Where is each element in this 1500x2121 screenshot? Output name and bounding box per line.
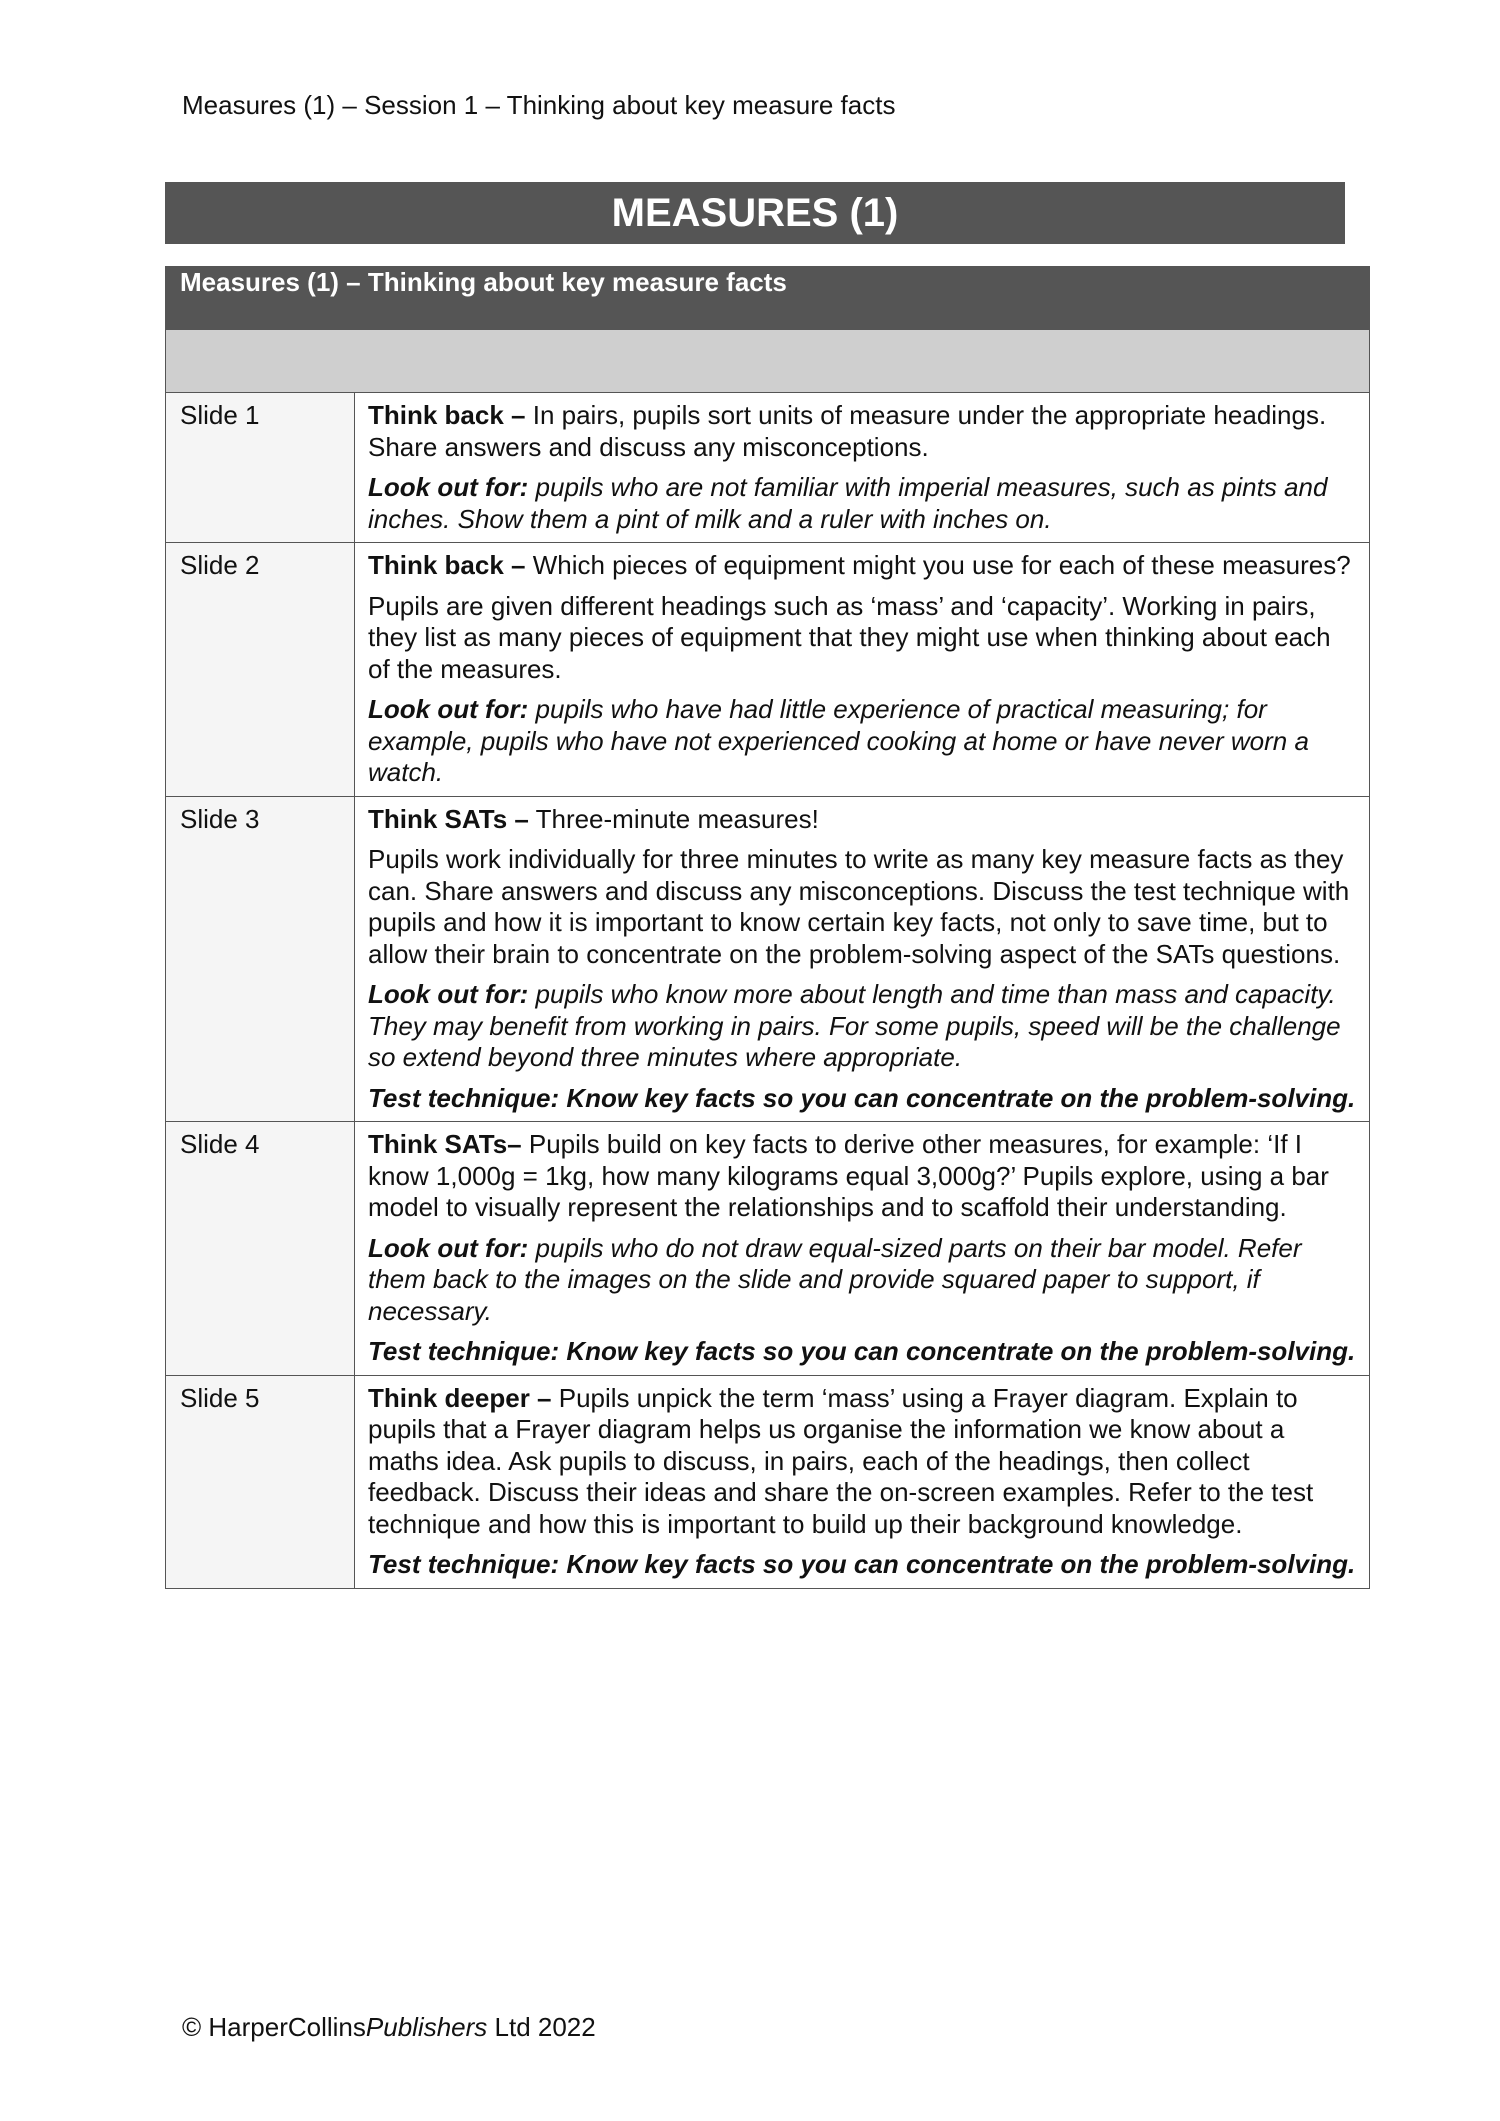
slide-label: Slide 2 bbox=[166, 543, 355, 797]
look-out-label: Look out for: bbox=[368, 694, 529, 724]
activity-text: Pupils unpick the term ‘mass’ using a Frayer diagram. Explain to pupils that a Frayer diagram helps us organise the information we know about a maths idea. Ask pupils to discuss, in pairs, each of the headings, then collect feedback. Discuss their ideas and share the on-screen examples. Refer to the test technique and how this is important to build up their background knowledge. bbox=[368, 1382, 1314, 1539]
table-row bbox=[166, 1375, 1370, 1588]
table-row bbox=[166, 796, 1370, 1122]
slide-notes bbox=[355, 1122, 1370, 1376]
table-title-row bbox=[166, 267, 1370, 330]
publishers-text: Publishers bbox=[365, 2012, 488, 2042]
activity-heading: Think back – bbox=[368, 400, 526, 430]
activity-text: Which pieces of equipment might you use for each of these measures? bbox=[525, 550, 1351, 580]
look-out-text: pupils who do not draw equal-sized parts on their bar model. Refer them back to the images on the slide and provide squared paper to support, if necessary. bbox=[368, 1232, 1302, 1326]
table-title: Measures (1) – Thinking about key measure facts bbox=[166, 267, 1370, 330]
description-paragraph: Pupils work individually for three minutes to write as many key measure facts as they can. Share answers and discuss any misconceptions. Discuss the test technique with pupils and how it is important to know certain key facts, not only to save time, but to allow their brain to concentrate on the problem-solving aspect of the SATs questions. bbox=[368, 844, 1350, 969]
activity-paragraph bbox=[368, 400, 1356, 463]
test-technique: Test technique: Know key facts so you can concentrate on the problem-solving. bbox=[368, 1549, 1356, 1579]
section-banner: MEASURES (1) bbox=[165, 182, 1345, 244]
activity-text: Pupils build on key facts to derive other measures, for example: ‘If I know 1,000g = 1kg, how many kilograms equal 3,000g?’ Pupils explore, using a bar model to visually represent the relationships and to scaffold their understanding. bbox=[368, 1129, 1329, 1222]
activity-heading: Think SATs – bbox=[368, 803, 529, 834]
slide-label: Slide 3 bbox=[166, 796, 355, 1122]
slide-notes bbox=[355, 393, 1370, 543]
test-technique: Test technique: Know key facts so you can concentrate on the problem-solving. bbox=[368, 1336, 1356, 1366]
copyright-footer bbox=[182, 2012, 596, 2043]
look-out-paragraph bbox=[368, 694, 1356, 789]
activity-text: Three-minute measures! bbox=[528, 803, 819, 834]
look-out-paragraph bbox=[368, 1233, 1356, 1328]
table-spacer-row bbox=[166, 330, 1370, 393]
slide-label: Slide 4 bbox=[166, 1122, 355, 1376]
look-out-label: Look out for: bbox=[368, 979, 529, 1009]
look-out-paragraph bbox=[368, 979, 1356, 1074]
slide-notes bbox=[355, 796, 1370, 1122]
look-out-text: pupils who know more about length and time than mass and capacity. They may benefit from working in pairs. For some pupils, speed will be the challenge so extend beyond three minutes where appropriate. bbox=[368, 979, 1341, 1072]
slide-notes bbox=[355, 1375, 1370, 1588]
copyright-text: © HarperCollins bbox=[182, 2012, 366, 2042]
table-spacer bbox=[166, 330, 1370, 393]
look-out-label: Look out for: bbox=[368, 472, 529, 502]
table-row bbox=[166, 543, 1370, 797]
activity-heading: Think back – bbox=[368, 550, 526, 580]
slide-label: Slide 1 bbox=[166, 393, 355, 543]
activity-heading: Think deeper – bbox=[368, 1382, 552, 1413]
look-out-label: Look out for: bbox=[368, 1232, 529, 1263]
activity-paragraph bbox=[368, 1383, 1356, 1541]
look-out-text: pupils who are not familiar with imperial measures, such as pints and inches. Show them a pint of milk and a ruler with inches on. bbox=[368, 472, 1328, 534]
activity-paragraph bbox=[368, 804, 1356, 836]
slide-label: Slide 5 bbox=[166, 1375, 355, 1588]
page-header: Measures (1) – Session 1 – Thinking about key measure facts bbox=[182, 90, 896, 120]
slide-notes bbox=[355, 543, 1370, 797]
test-technique: Test technique: Know key facts so you can concentrate on the problem-solving. bbox=[368, 1082, 1356, 1113]
lesson-plan-table bbox=[165, 266, 1370, 1589]
copyright-year: Ltd 2022 bbox=[487, 2012, 596, 2042]
activity-heading: Think SATs– bbox=[368, 1129, 522, 1159]
activity-paragraph bbox=[368, 1129, 1356, 1224]
description-paragraph: Pupils are given different headings such as ‘mass’ and ‘capacity’. Working in pairs, they list as many pieces of equipment that they might use when thinking about each of the measures. bbox=[368, 590, 1331, 684]
activity-paragraph bbox=[368, 550, 1356, 582]
look-out-text: pupils who have had little experience of practical measuring; for example, pupils who have not experienced cooking at home or have never worn a watch. bbox=[368, 694, 1309, 787]
table-row bbox=[166, 393, 1370, 543]
table-row bbox=[166, 1122, 1370, 1376]
activity-text: In pairs, pupils sort units of measure under the appropriate headings. Share answers and discuss any misconceptions. bbox=[368, 400, 1327, 462]
look-out-paragraph bbox=[368, 472, 1356, 535]
